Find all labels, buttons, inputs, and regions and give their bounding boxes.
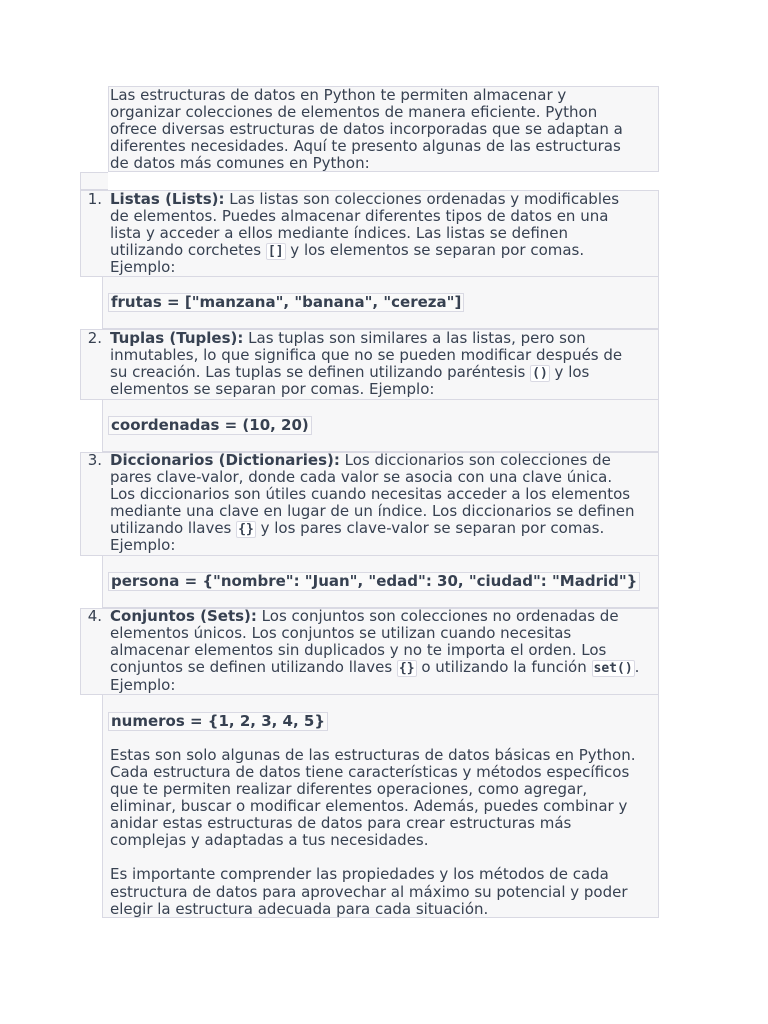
list-item-line: Los diccionarios son útiles cuando necesitas acceder a los elementos [110,485,631,503]
list-item-number: 4. [87,607,102,625]
text-span: y los pares clave-valor se separan por comas. [255,519,605,537]
text-span: . [634,658,640,676]
code-example: coordenadas = (10, 20) [108,416,312,435]
list-item-line [110,330,586,347]
closing-line: complejas y adaptadas a tus necesidades. [110,831,429,849]
inline-code: {} [398,661,415,676]
list-item-number: 1. [87,190,102,208]
list-item-line: de elementos. Puedes almacenar diferentes tipos de datos en una [110,207,609,225]
text-span: Las tuplas son similares a las listas, pero son [243,329,586,347]
list-item-line: elementos se separan por comas. Ejemplo: [110,380,435,398]
list-item-line [110,191,619,208]
code-example: frutas = ["manzana", "banana", "cereza"] [108,293,464,312]
inline-code: {} [238,522,254,537]
text-span: conjuntos se definen utilizando llaves [110,658,397,676]
intro-line: ofrece diversas estructuras de datos incorporadas que se adaptan a [110,120,623,138]
list-item-line: elementos únicos. Los conjuntos se utilizan cuando necesitas [110,624,572,642]
list-item-title: Tuplas (Tuples): [110,329,244,347]
closing-line: Estas son solo algunas de las estructuras de datos básicas en Python. [110,746,636,764]
inline-code: () [532,366,548,381]
intro-line: diferentes necesidades. Aquí te presento algunas de las estructuras [110,137,621,155]
text-span: o utilizando la función [416,658,592,676]
list-item-line: lista y acceder a ellos mediante índices. Las listas se definen [110,224,569,242]
intro-line: de datos más comunes en Python: [110,154,370,172]
text-span: y los elementos se separan por comas. [285,241,585,259]
list-item-line: Ejemplo: [110,676,176,694]
code-example: numeros = {1, 2, 3, 4, 5} [108,712,328,731]
list-item-title: Listas (Lists): [110,190,225,208]
list-item-line: almacenar elementos sin duplicados y no te importa el orden. Los [110,641,607,659]
list-item-line: Ejemplo: [110,258,176,276]
list-item-number: 3. [87,451,102,469]
inline-code: set() [593,661,633,676]
final-line: Es importante comprender las propiedades y los métodos de cada [110,865,609,883]
spacer-block [80,172,108,190]
final-line: elegir la estructura adecuada para cada situación. [110,900,489,918]
list-item-number: 2. [87,329,102,347]
inline-code: [] [267,244,284,259]
text-span: Los conjuntos son colecciones no ordenadas de [256,607,619,625]
list-item-line [110,452,611,469]
list-item-line [110,242,584,260]
list-item-line [110,520,604,538]
closing-line: eliminar, buscar o modificar elementos. Además, puedes combinar y [110,797,628,815]
code-example: persona = {"nombre": "Juan", "edad": 30, "ciudad": "Madrid"} [108,572,640,591]
closing-line: Cada estructura de datos tiene características y métodos específicos [110,763,630,781]
list-item-line: inmutables, lo que significa que no se pueden modificar después de [110,346,623,364]
list-item-line [110,659,639,677]
closing-line: que te permiten realizar diferentes operaciones, como agregar, [110,780,588,798]
closing-line: anidar estas estructuras de datos para crear estructuras más [110,814,572,832]
list-item-line: mediante una clave en lugar de un índice. Los diccionarios se definen [110,502,635,520]
list-item-title: Diccionarios (Dictionaries): [110,451,340,469]
text-span: Las listas son colecciones ordenadas y modificables [224,190,620,208]
list-item-line: pares clave-valor, donde cada valor se asocia con una clave única. [110,468,613,486]
text-span: Los diccionarios son colecciones de [339,451,611,469]
intro-line: Las estructuras de datos en Python te permiten almacenar y [110,86,567,104]
text-span: su creación. Las tuplas se definen utilizando paréntesis [110,363,531,381]
list-item-title: Conjuntos (Sets): [110,607,257,625]
list-item-line: Ejemplo: [110,536,176,554]
text-span: utilizando llaves [110,519,237,537]
intro-line: organizar colecciones de elementos de manera eficiente. Python [110,103,598,121]
final-line: estructura de datos para aprovechar al máximo su potencial y poder [110,883,628,901]
text-span: y los [549,363,590,381]
list-item-line [110,608,619,625]
text-span: utilizando corchetes [110,241,266,259]
